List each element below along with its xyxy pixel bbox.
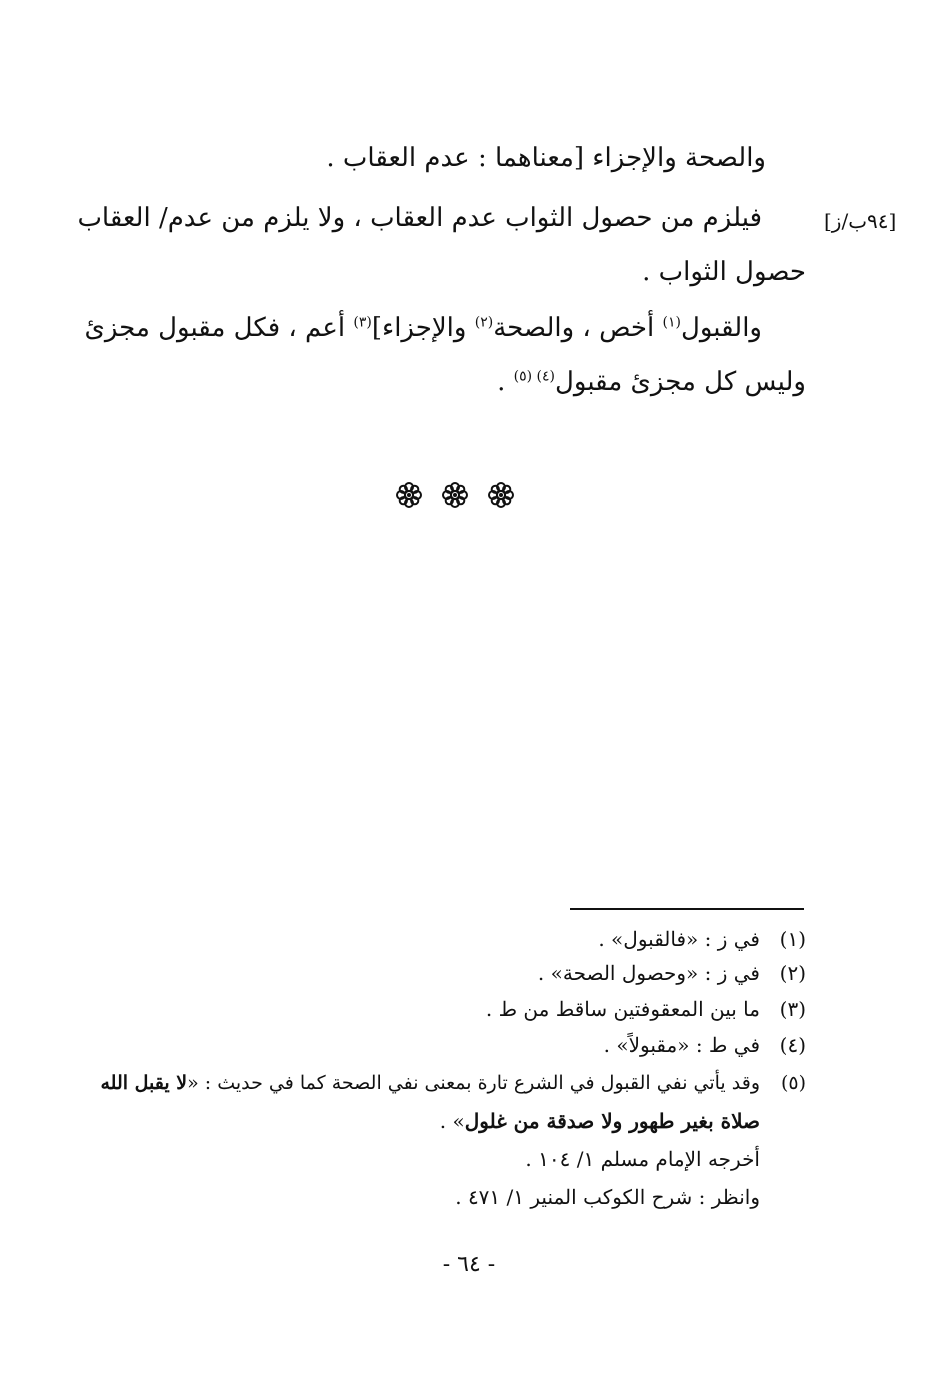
footnote-marker-2: (٢) <box>474 314 494 331</box>
footnote-marker-4-5: (٤) (٥) <box>513 368 555 385</box>
footnote-number: (٤) <box>779 1033 806 1057</box>
body-line-1: والصحة والإجزاء [معناهما : عدم العقاب . <box>326 143 766 173</box>
footnote-text: وقد يأتي نفي القبول في الشرع تارة بمعنى نفي الصحة كما في حديث : « <box>187 1072 760 1094</box>
footnote-number: (٢) <box>779 961 806 985</box>
footnote-text: في ز : «وحصول الصحة» . <box>537 961 760 985</box>
section-divider-ornaments <box>396 482 514 508</box>
flower-ornament-icon <box>396 482 422 508</box>
body-line-5 <box>497 362 806 402</box>
line4-text-a: والقبول <box>680 313 762 343</box>
line4-text-d: أعم ، فكل مقبول مجزئ <box>84 313 354 343</box>
footnote-5-line-3: أخرجه الإمام مسلم ١/ ١٠٤ . <box>525 1147 760 1171</box>
footnote-marker-3: (٣) <box>353 314 372 331</box>
footnote-text: في ز : «فالقبول» . <box>598 927 760 951</box>
footnote-text: في ط : «مقبولاً» . <box>603 1033 760 1057</box>
footnote-5 <box>100 1068 806 1098</box>
footnote-separator <box>570 908 804 910</box>
footnote-number: (٥) <box>780 1072 806 1094</box>
line4-text-c: والإجزاء] <box>371 313 475 343</box>
body-line-2: فيلزم من حصول الثواب عدم العقاب ، ولا يلزم من عدم/ العقاب <box>77 203 762 233</box>
flower-ornament-icon <box>488 482 514 508</box>
footnote-3 <box>486 994 806 1024</box>
flower-ornament-icon <box>442 482 468 508</box>
footnote-5-line-4: وانظر : شرح الكوكب المنير ١/ ٤٧١ . <box>455 1185 760 1209</box>
footnote-marker-1: (١) <box>662 314 681 331</box>
line5-text-a: وليس كل مجزئ مقبول <box>555 367 806 397</box>
hadith-quote-part-2: صلاة بغير طهور ولا صدقة من غلول <box>464 1109 760 1133</box>
footnote-4 <box>604 1030 806 1060</box>
body-line-3: حصول الثواب . <box>642 257 806 287</box>
line5-text-b: . <box>497 367 514 397</box>
footnote-text: » . <box>439 1109 465 1133</box>
manuscript-margin-note: [٩٤ب/ز] <box>824 209 897 233</box>
body-line-4 <box>84 308 762 348</box>
hadith-quote-part-1: لا يقبل الله <box>100 1072 188 1094</box>
page-number: - ٦٤ - <box>442 1252 496 1277</box>
footnote-2 <box>538 958 806 988</box>
line4-text-b: أخص ، والصحة <box>493 313 663 343</box>
footnote-1 <box>598 924 806 954</box>
footnote-number: (٣) <box>779 997 806 1021</box>
footnote-number: (١) <box>779 927 806 951</box>
footnote-5-line-2 <box>440 1106 760 1136</box>
footnote-text: ما بين المعقوفتين ساقط من ط . <box>485 997 760 1021</box>
